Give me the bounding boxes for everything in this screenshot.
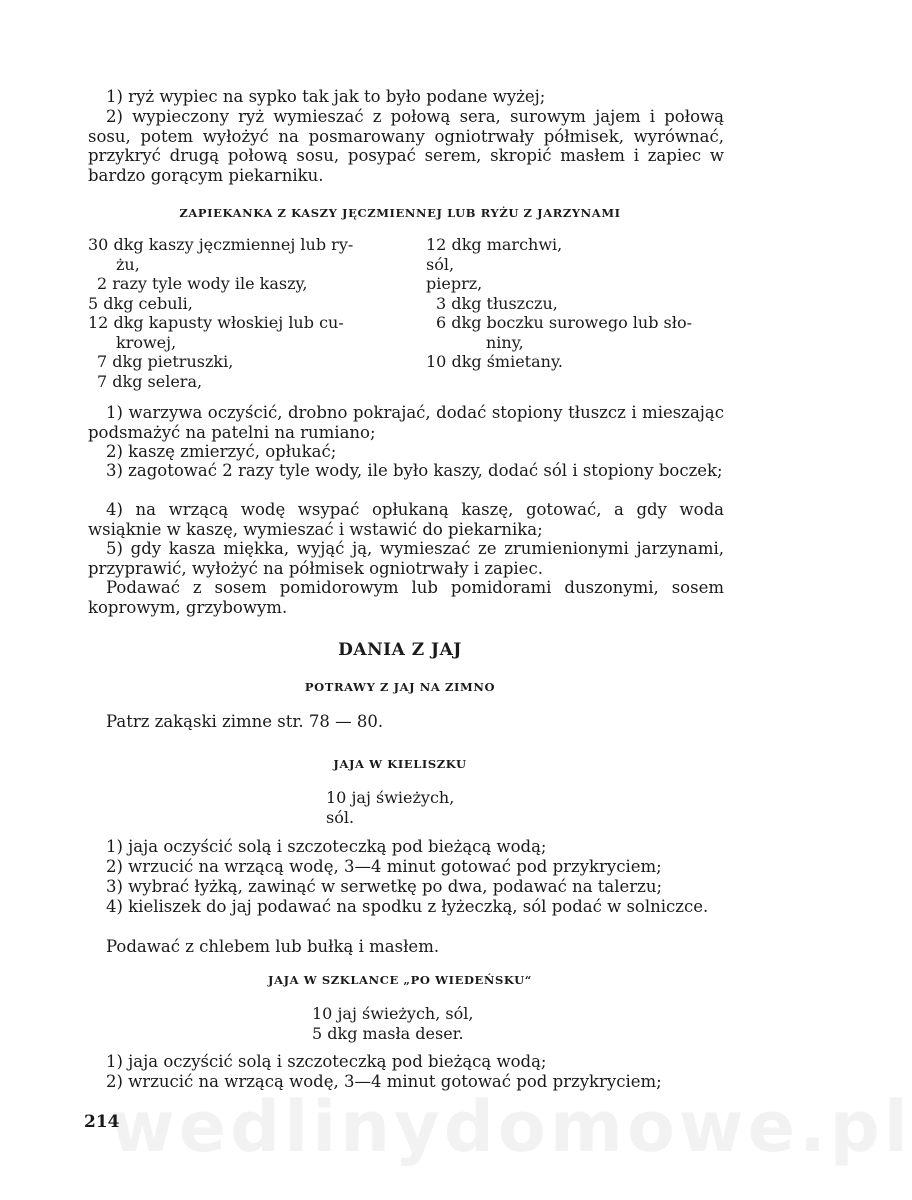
ingredient-line: 2 razy tyle wody ile kaszy, xyxy=(97,274,308,293)
ingredient-line: 12 dkg marchwi, xyxy=(426,235,563,254)
section-title: DANIA Z JAJ xyxy=(338,640,462,660)
recipe1-step-3: 3) zagotować 2 razy tyle wody, ile było kaszy, dodać sól i stopiony boczek; xyxy=(106,461,723,480)
watermark: wedlinydomowe.pl xyxy=(110,1086,912,1168)
recipe2-step-4: 4) kieliszek do jaj podawać na spodku z łyżeczką, sól podać w solniczce. xyxy=(106,897,709,916)
ingredient-line: 30 dkg kaszy jęczmiennej lub ry- xyxy=(88,235,354,254)
recipe1-step-5: 5) gdy kasza miękka, wyjąć ją, wymieszać ze zrumienionymi jarzynami, przyprawić, wyłożyć na półmisek ogniotrwały i zapiec. xyxy=(88,539,724,578)
section-note: Patrz zakąski zimne str. 78 — 80. xyxy=(106,712,384,731)
recipe1-serving: Podawać z sosem pomidorowym lub pomidorami duszonymi, sosem koprowym, grzybowym. xyxy=(88,578,724,617)
recipe2-serving: Podawać z chlebem lub bułką i masłem. xyxy=(106,937,440,956)
ingredient-line: 6 dkg boczku surowego lub sło- xyxy=(436,313,692,332)
ingredient-line: sól, xyxy=(426,254,455,274)
intro-step-1: 1) ryż wypiec na sypko tak jak to było podane wyżej; xyxy=(106,87,546,106)
recipe1-step-4: 4) na wrzącą wodę wsypać opłukaną kaszę, gotować, a gdy woda wsiąknie w kaszę, wymieszać i wstawić do piekarnika; xyxy=(88,500,724,539)
recipe2-ingredients xyxy=(326,788,454,828)
ingredient-line: sól. xyxy=(326,808,355,827)
ingredient-line: 3 dkg tłuszczu, xyxy=(436,293,558,313)
recipe2-step-1: 1) jaja oczyścić solą i szczoteczką pod bieżącą wodą; xyxy=(106,837,547,856)
recipe1-step-2: 2) kaszę zmierzyć, opłukać; xyxy=(106,442,337,461)
ingredient-line: 5 dkg masła deser. xyxy=(312,1024,464,1043)
ingredient-line: 10 dkg śmietany. xyxy=(426,352,563,371)
recipe-title-jaja-w-kieliszku: JAJA W KIELISZKU xyxy=(333,757,467,771)
recipe3-step-2: 2) wrzucić na wrzącą wodę, 3—4 minut gotować pod przykryciem; xyxy=(106,1072,662,1091)
ingredients-left-column xyxy=(88,235,353,391)
page-number: 214 xyxy=(84,1112,120,1132)
ingredient-line: niny, xyxy=(486,332,524,352)
ingredient-line: 7 dkg pietruszki, xyxy=(97,352,234,371)
recipe3-ingredients xyxy=(312,1004,473,1044)
ingredient-line: 10 jaj świeżych, sól, xyxy=(312,1004,474,1023)
section-subtitle: POTRAWY Z JAJ NA ZIMNO xyxy=(304,680,496,694)
ingredient-line: 5 dkg cebuli, xyxy=(88,293,193,313)
intro-step-2: 2) wypieczony ryż wymieszać z połową sera, surowym jajem i połową sosu, potem wyłożyć na posmarowany ogniotrwały półmisek, wyrównać, przykryć drugą połową sosu, posypać serem, skropić masłem i zapiec w bardzo gorącym piekarniku. xyxy=(88,107,724,185)
ingredient-line: 7 dkg selera, xyxy=(97,371,203,391)
recipe3-step-1: 1) jaja oczyścić solą i szczoteczką pod bieżącą wodą; xyxy=(106,1052,547,1071)
ingredient-line: żu, xyxy=(116,254,140,274)
recipe2-step-3: 3) wybrać łyżką, zawinąć w serwetkę po dwa, podawać na talerzu; xyxy=(106,877,663,896)
recipe2-step-2: 2) wrzucić na wrzącą wodę, 3—4 minut gotować pod przykryciem; xyxy=(106,857,662,876)
ingredient-line: pieprz, xyxy=(426,274,483,293)
ingredient-line: krowej, xyxy=(116,332,177,352)
recipe-title-zapiekanka: ZAPIEKANKA Z KASZY JĘCZMIENNEJ LUB RYŻU Z JARZYNAMI xyxy=(179,206,621,220)
recipe1-step-1: 1) warzywa oczyścić, drobno pokrajać, dodać stopiony tłuszcz i mieszając podsmażyć na patelni na rumiano; xyxy=(88,403,724,442)
ingredient-line: 12 dkg kapusty włoskiej lub cu- xyxy=(88,313,344,332)
recipe-title-jaja-w-szklance: JAJA W SZKLANCE „PO WIEDEŃSKU“ xyxy=(268,973,532,987)
ingredients-right-column xyxy=(426,235,692,372)
ingredient-line: 10 jaj świeżych, xyxy=(326,788,455,807)
